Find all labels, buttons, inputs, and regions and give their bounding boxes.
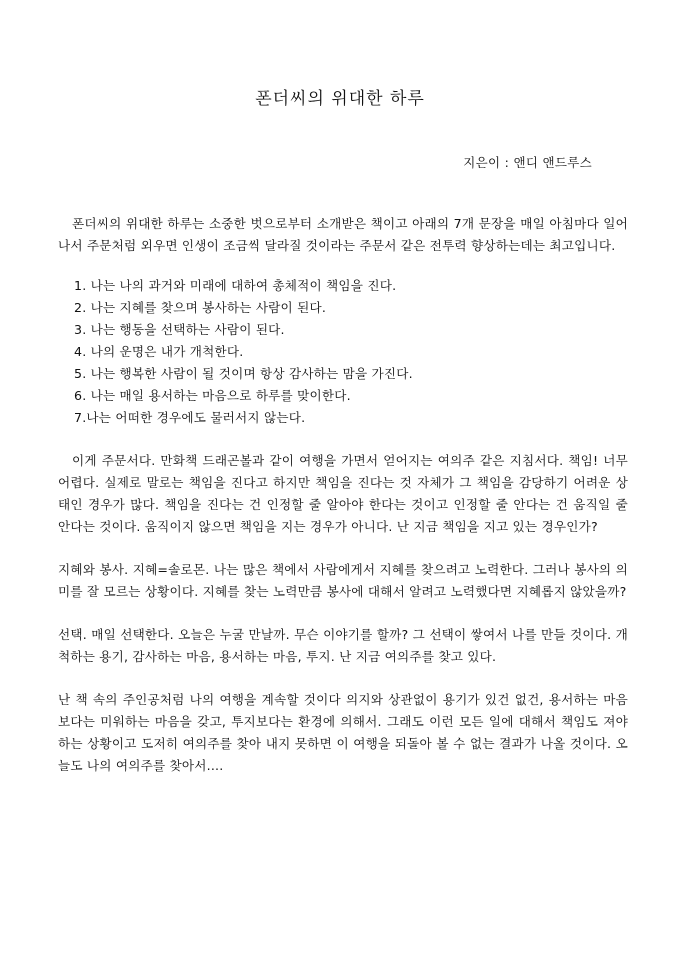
list-item: 6. 나는 매일 용서하는 마음으로 하루를 맞이한다.: [74, 388, 351, 403]
list-item: 1. 나는 나의 과거와 미래에 대하여 총체적이 책임을 진다.: [74, 278, 397, 293]
document-body: [58, 213, 628, 777]
list-item: 3. 나는 행동을 선택하는 사람이 된다.: [74, 322, 285, 337]
paragraph-journey: 난 책 속의 주인공처럼 나의 여행을 계속할 것이다 의지와 상관없이 용기가 있건 없건, 용서하는 마음보다는 미워하는 마음을 갖고, 투지보다는 환경에 의해서. 그래도 이런 모든 일에 대해서 책임도 져야 하는 상황이고 도저히 여의주를 찾아 내지 못하면 이 여행을 되돌아 볼 수 없는 결과가 나올 것이다. 오늘도 나의 여의주를 찾아서....: [58, 692, 628, 773]
author-line: 지은이 : 앤디 앤드루스: [463, 155, 592, 170]
list-item: 2. 나는 지혜를 찾으며 봉사하는 사람이 된다.: [74, 300, 327, 315]
document-title: 폰더씨의 위대한 하루: [255, 89, 425, 109]
list-item: 7.나는 어떠한 경우에도 물러서지 않는다.: [74, 410, 306, 425]
list-item: 4. 나의 운명은 내가 개척한다.: [74, 344, 244, 359]
paragraph-choice: 선택. 매일 선택한다. 오늘은 누굴 만날까. 무슨 이야기를 할까? 그 선택이 쌓여서 나를 만들 것이다. 개척하는 용기, 감사하는 마음, 용서하는 마음, 투지. 난 지금 여의주를 찾고 있다.: [58, 627, 628, 664]
list-item: 5. 나는 행복한 사람이 될 것이며 항상 감사하는 맘을 가진다.: [74, 366, 413, 381]
intro-paragraph: 폰더씨의 위대한 하루는 소중한 벗으로부터 소개받은 책이고 아래의 7개 문장을 매일 아침마다 일어나서 주문처럼 외우면 인생이 조금씩 달라질 것이라는 주문서 같은 전투력 향상하는데는 최고입니다.: [58, 216, 628, 253]
paragraph-wisdom: 지혜와 봉사. 지혜=솔로몬. 나는 많은 책에서 사람에게서 지혜를 찾으려고 노력한다. 그러나 봉사의 의미를 잘 모르는 상황이다. 지혜를 찾는 노력만큼 봉사에 대해서 알려고 노력했다면 지혜롭지 않았을까?: [58, 562, 628, 599]
paragraph-responsibility: 이게 주문서다. 만화책 드래곤볼과 같이 여행을 가면서 얻어지는 여의주 같은 지침서다. 책임! 너무 어렵다. 실제로 말로는 책임을 진다고 하지만 책임을 진다는 것 자체가 그 책임을 감당하기 어려운 상태인 경우가 많다. 책임을 진다는 건 인정할 줄 알아야 한다는 것이고 인정할 줄 안다는 건 움직일 줄 안다는 것이다. 움직이지 않으면 책임을 지는 경우가 아니다. 난 지금 책임을 지고 있는 경우인가?: [58, 453, 628, 534]
mantra-list: [58, 275, 628, 429]
